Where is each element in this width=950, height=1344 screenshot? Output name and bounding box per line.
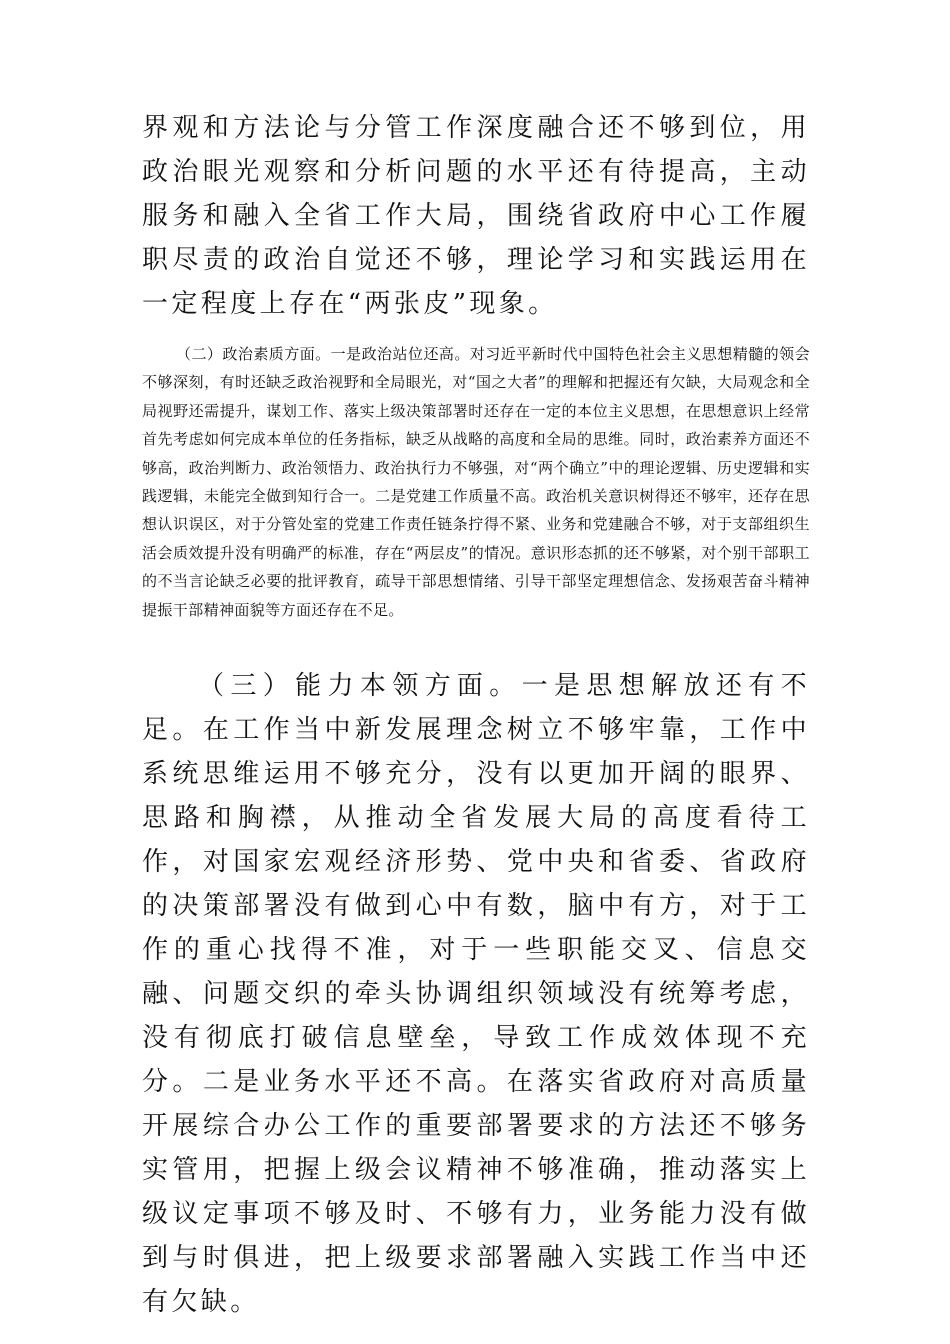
paragraph-political-quality: （二）政治素质方面。一是政治站位还高。对习近平新时代中国特色社会主义思想精髓的领会不够深刻，有时还缺乏政治视野和全局眼光，对“国之大者”的理解和把握还有欠缺，大局观念和全局视野还需提升，谋划工作、落实上级决策部署时还存在一定的本位主义思想，在思想意识上经常首先考虑如何完成本单位的任务指标，缺乏从战略的高度和全局的思维。同时，政治素养方面还不够高，政治判断力、政治领悟力、政治执行力不够强，对“两个确立”中的理论逻辑、历史逻辑和实践逻辑，未能完全做到知行合一。二是党建工作质量不高。政治机关意识树得还不够牢，还存在思想认识误区，对于分管处室的党建工作责任链条拧得不紧、业务和党建融合不够，对于支部组织生活会质效提升没有明确严的标准，存在“两层皮”的情况。意识形态抓的还不够紧，对个别干部职工的不当言论缺乏必要的批评教育，疏导干部思想情绪、引导干部坚定理想信念、发扬艰苦奋斗精神提振干部精神面貌等方面还存在不足。 [142,345,810,619]
paragraph-continuation: 界观和方法论与分管工作深度融合还不够到位，用政治眼光观察和分析问题的水平还有待提高，主动服务和融入全省工作大局，围绕省政府中心工作履职尽责的政治自觉还不够，理论学习和实践运用在一定程度上存在“两张皮”现象。 [142,113,810,319]
paragraph-ability: （三）能力本领方面。一是思想解放还有不足。在工作当中新发展理念树立不够牢靠，工作中系统思维运用不够充分，没有以更加开阔的眼界、思路和胸襟，从推动全省发展大局的高度看待工作，对国家宏观经济形势、党中央和省委、省政府的决策部署没有做到心中有数，脑中有方，对于工作的重心找得不准，对于一些职能交叉、信息交融、问题交织的牵头协调组织领域没有统筹考虑，没有彻底打破信息壁垒，导致工作成效体现不充分。二是业务水平还不高。在落实省政府对高质量开展综合办公工作的重要部署要求的方法还不够务实管用，把握上级会议精神不够准确，推动落实上级议定事项不够及时、不够有力，业务能力没有做到与时俱进，把上级要求部署融入实践工作当中还有欠缺。 [142,671,810,1317]
